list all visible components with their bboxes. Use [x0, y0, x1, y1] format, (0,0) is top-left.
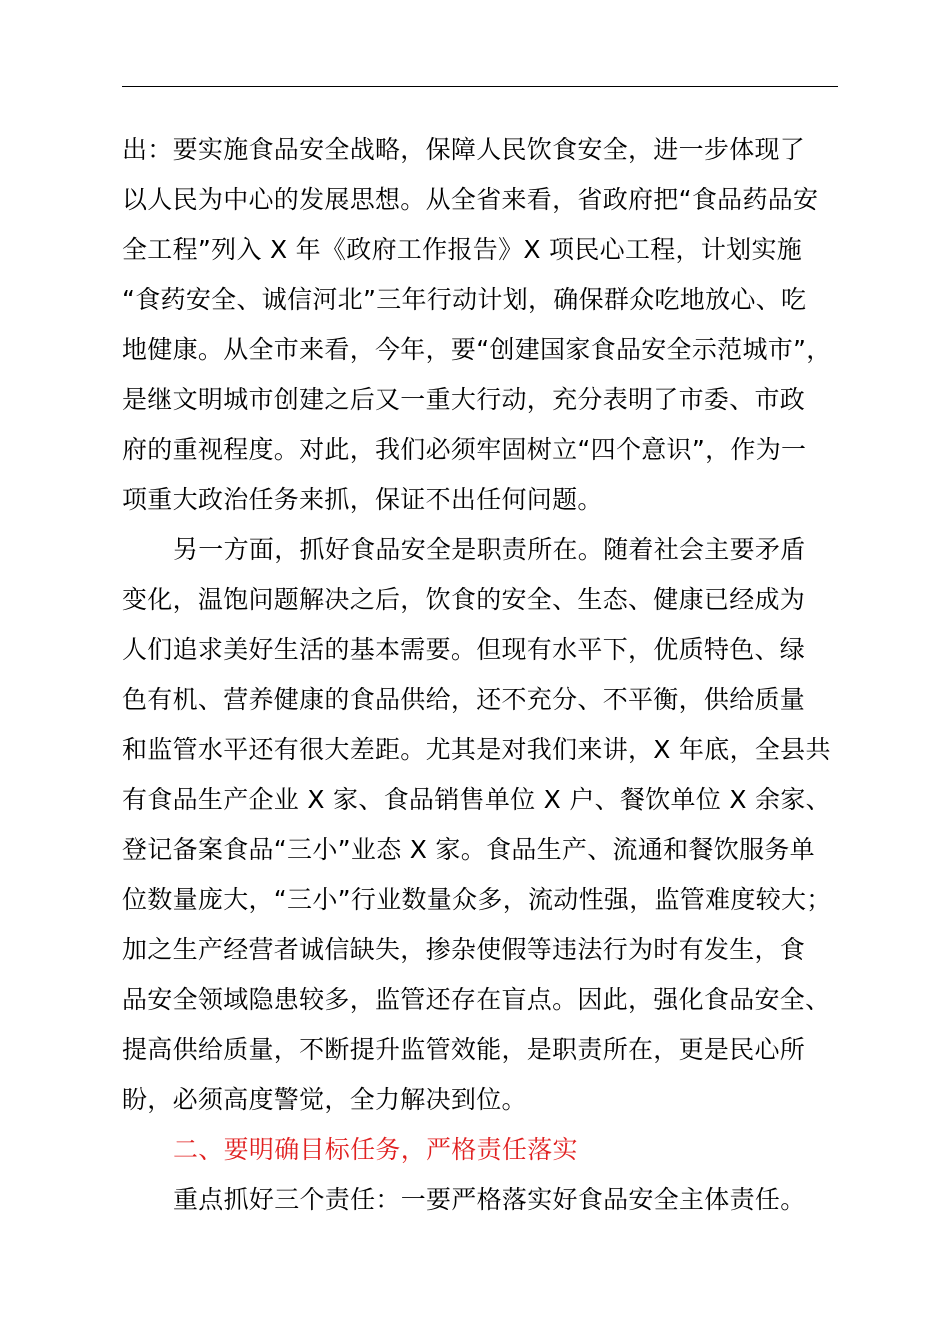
body-text-line: 出：要实施食品安全战略，保障人民饮食安全，进一步体现了: [122, 135, 806, 164]
body-text-line: 位数量庞大，“三小”行业数量众多，流动性强，监管难度较大；: [122, 885, 832, 914]
section-heading: 二、要明确目标任务，严格责任落实: [173, 1135, 578, 1164]
body-text-line: 提高供给质量，不断提升监管效能，是职责所在，更是民心所: [122, 1035, 806, 1064]
body-text-line: 变化，温饱问题解决之后，饮食的安全、生态、健康已经成为: [122, 585, 806, 614]
body-text-line: 加之生产经营者诚信缺失，掺杂使假等违法行为时有发生，食: [122, 935, 806, 964]
header-rule: [122, 86, 838, 87]
body-text-line: 品安全领域隐患较多，监管还存在盲点。因此，强化食品安全、: [122, 985, 831, 1014]
body-text-line: 人们追求美好生活的基本需要。但现有水平下，优质特色、绿: [122, 635, 806, 664]
paragraph-first-line: 另一方面，抓好食品安全是职责所在。随着社会主要矛盾: [173, 535, 806, 564]
body-text-line: 有食品生产企业 X 家、食品销售单位 X 户、餐饮单位 X 余家、: [122, 785, 831, 814]
body-text-line: 项重大政治任务来抓，保证不出任何问题。: [122, 485, 603, 514]
paragraph-first-line: 重点抓好三个责任：一要严格落实好食品安全主体责任。: [173, 1185, 806, 1214]
body-text-line: 是继文明城市创建之后又一重大行动，充分表明了市委、市政: [122, 385, 806, 414]
body-text-line: 登记备案食品“三小”业态 X 家。食品生产、流通和餐饮服务单: [122, 835, 815, 864]
body-text-line: 全工程”列入 X 年《政府工作报告》X 项民心工程，计划实施: [122, 235, 803, 264]
body-text-line: 地健康。从全市来看，今年，要“创建国家食品安全示范城市”，: [122, 335, 832, 364]
body-text-line: “食药安全、诚信河北”三年行动计划，确保群众吃地放心、吃: [122, 285, 807, 314]
body-text-line: 和监管水平还有很大差距。尤其是对我们来讲，X 年底，全县共: [122, 735, 831, 764]
body-text-line: 府的重视程度。对此，我们必须牢固树立“四个意识”，作为一: [122, 435, 807, 464]
body-text-line: 以人民为中心的发展思想。从全省来看，省政府把“食品药品安: [122, 185, 819, 214]
body-text-line: 色有机、营养健康的食品供给，还不充分、不平衡，供给质量: [122, 685, 806, 714]
body-text-line: 盼，必须高度警觉，全力解决到位。: [122, 1085, 527, 1114]
